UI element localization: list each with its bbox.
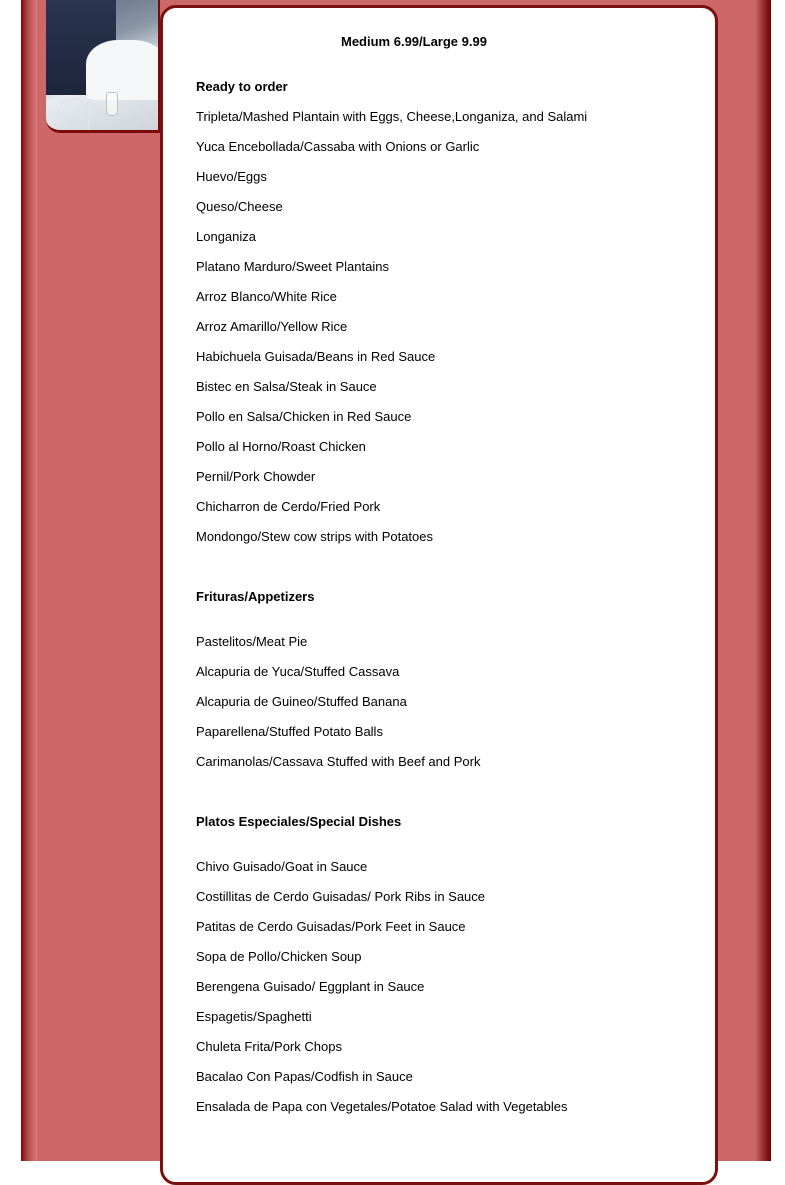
menu-item: Longaniza	[196, 229, 256, 244]
menu-item: Mondongo/Stew cow strips with Potatoes	[196, 529, 434, 544]
section-heading-appetizers: Frituras/Appetizers	[196, 589, 315, 604]
menu-item: Huevo/Eggs	[196, 169, 267, 184]
restaurant-photo	[46, 0, 160, 133]
menu-item: Patitas de Cerdo Guisadas/Pork Feet in Sauce	[196, 919, 466, 934]
section-heading-special-dishes: Platos Especiales/Special Dishes	[196, 814, 402, 829]
menu-item: Pollo en Salsa/Chicken in Red Sauce	[196, 409, 412, 424]
menu-item: Ensalada de Papa con Vegetales/Potatoe Salad with Vegetables	[196, 1099, 568, 1114]
right-border	[755, 0, 771, 1161]
menu-item: Bacalao Con Papas/Codfish in Sauce	[196, 1069, 413, 1084]
menu-item: Espagetis/Spaghetti	[196, 1009, 312, 1024]
menu-item: Sopa de Pollo/Chicken Soup	[196, 949, 362, 964]
menu-item: Pollo al Horno/Roast Chicken	[196, 439, 366, 454]
left-border	[21, 0, 37, 1161]
menu-item: Arroz Amarillo/Yellow Rice	[196, 319, 348, 334]
menu-item: Yuca Encebollada/Cassaba with Onions or Garlic	[196, 139, 480, 154]
menu-item: Carimanolas/Cassava Stuffed with Beef and Pork	[196, 754, 481, 769]
menu-item: Chivo Guisado/Goat in Sauce	[196, 859, 368, 874]
menu-item: Arroz Blanco/White Rice	[196, 289, 337, 304]
photo-table	[86, 40, 160, 100]
menu-item: Berengena Guisado/ Eggplant in Sauce	[196, 979, 425, 994]
menu-item: Queso/Cheese	[196, 199, 283, 214]
price-line: Medium 6.99/Large 9.99	[341, 34, 487, 49]
menu-item: Paparellena/Stuffed Potato Balls	[196, 724, 383, 739]
menu-item: Platano Marduro/Sweet Plantains	[196, 259, 389, 274]
menu-item: Habichuela Guisada/Beans in Red Sauce	[196, 349, 436, 364]
menu-item: Chuleta Frita/Pork Chops	[196, 1039, 342, 1054]
menu-item: Pernil/Pork Chowder	[196, 469, 316, 484]
menu-item: Chicharron de Cerdo/Fried Pork	[196, 499, 381, 514]
menu-item: Bistec en Salsa/Steak in Sauce	[196, 379, 377, 394]
menu-item: Costillitas de Cerdo Guisadas/ Pork Ribs in Sauce	[196, 889, 486, 904]
menu-item: Pastelitos/Meat Pie	[196, 634, 308, 649]
menu-item: Alcapuria de Yuca/Stuffed Cassava	[196, 664, 400, 679]
section-heading-ready-to-order: Ready to order	[196, 79, 288, 94]
photo-glass	[106, 92, 118, 116]
menu-item: Alcapuria de Guineo/Stuffed Banana	[196, 694, 407, 709]
menu-item: Tripleta/Mashed Plantain with Eggs, Cheese,Longaniza, and Salami	[196, 109, 588, 124]
photo-chair	[56, 98, 90, 133]
